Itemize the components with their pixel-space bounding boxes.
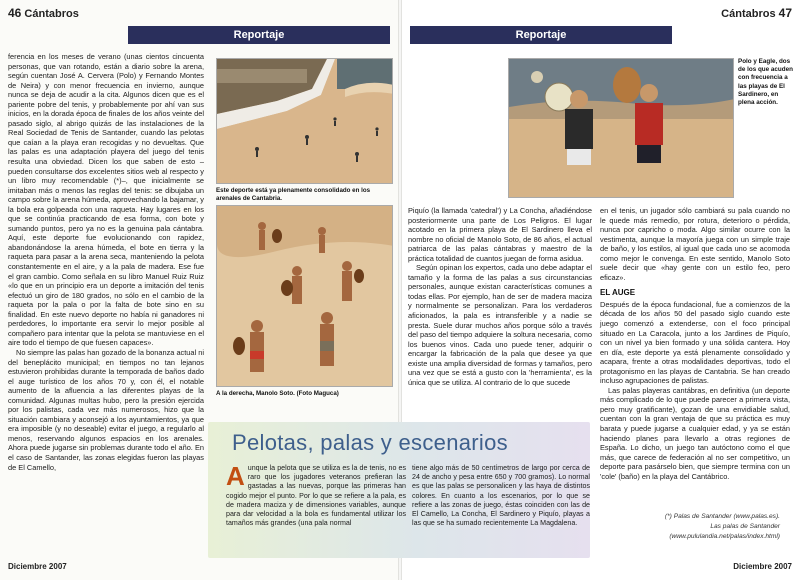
right-column-text	[600, 206, 790, 481]
left-section-bar: Reportaje	[128, 26, 390, 44]
right-photo-caption: Polo y Eagle, dos de los que acuden con frecuencia a las playas de El Sardinero, en plena acción.	[738, 58, 793, 107]
sidebar-col1-text: unque la pelota que se utiliza es la de tenis, no es raro que los jugadores veteranos prefieran las gastadas a las nuevas, porque las primeras han cogido mejor el punto. Por lo que se refiere a la pala, es de madera maciza y de dimensiones variables, aunque para dar velocidad a la bola es fundamental utilizar los tamaños más grandes (una pala normal	[226, 464, 406, 528]
left-page-number: 46	[8, 6, 22, 20]
right-footer-date: Diciembre	[733, 562, 772, 571]
right-footer	[733, 562, 792, 571]
players-on-sand-image	[217, 206, 393, 387]
credit-line-2: Las palas de Santander	[710, 523, 780, 530]
right-section-bar: Reportaje	[410, 26, 672, 44]
credits-block	[665, 512, 780, 542]
right-col-para-3: Las palas playeras cantábras, en definitiva (un deporte más complicado de lo que puede parecer a primera vista, pero muy gratificante), gozan de una envidiable salud, cuentan con la gran ventaja de que su práctica es muy barata y puede jugarse a cualquier edad, y ya se están haciendo planes para llevarlo a otras regiones de España. Lo dicho, un juego tan autóctono como el que más, que carece de federación al no ser competitivo, un deporte para pasárselo bien, que siempre termina con un 'cole' (baño) en la playa del Cantábrico.	[600, 385, 790, 481]
photo2-caption: A la derecha, Manolo Soto. (Foto Maguca)	[216, 390, 339, 397]
credit-line-3: (www.pululandia.net/palas/index.html)	[669, 533, 780, 540]
right-col-para-2: Después de la época fundacional, fue a comienzos de la década de los años 50 del pasado siglo cuando este juego comenzó a extenderse, con el foco principal situado en La Caracola, junto a los Jardines de Piquío, con un nivel ya bien formado y una sólida cantera. Hoy en día, este deporte ya está plenamente consolidado y acapara, frente a otras modalidades deportivas, todo el protagonismo en las playas de Cantabria. Se han creado incluso agrupaciones de palistas.	[600, 299, 790, 386]
center-col-para-1: Piquío (la llamada 'catedral') y La Concha, añadiéndose posteriormente una parte de Los Peligros. El lugar acotado en la primera playa de El Sardinero lleva el nombre no oficial de Manolo Soto, de 86 años, el actual patriarca de las palas cántabras y maestro de la práctica totalidad de cuantos juegan de forma asidua.	[408, 206, 592, 263]
section-heading-el-auge: EL AUGE	[600, 288, 636, 298]
left-footer-year: 2007	[48, 562, 67, 571]
beach-promenade-photo	[216, 58, 393, 184]
polo-eagle-photo	[508, 58, 734, 198]
left-column-1	[8, 52, 204, 472]
polo-eagle-image	[509, 59, 734, 198]
right-page-number: 47	[778, 6, 792, 20]
players-on-sand-photo	[216, 205, 393, 387]
sidebar-column-2: tiene algo más de 50 centímetros de largo por cerca de 24 de ancho y pesa entre 650 y 700 gramos). Lo normal es que las palas se personalicen y las haya de distintos colores. En cuanto a los escenarios, por lo que se refiere a las zonas de juego, éstas coinciden con las de El Camello, La Concha, El Sardinero y Piquío, playas a las que se ha sumado recientemente La Magdalena.	[412, 464, 590, 528]
left-footer	[8, 562, 67, 571]
center-col-para-2: Según opinan los expertos, cada uno debe adaptar el tamaño y la forma de las palas a sus circunstancias personales, aunque existan características comunes a todas ellas. Por ejemplo, han de ser de madera maciza y normalmente se personalizan. Para los verdaderos aficionados, la pala es intransferible y a nadie se presta. Suele durar muchos años porque sólo a través del paso del tiempo adquiere la soltura necesaria, como los buenos vinos. Cada uno puede tener, adquirir o encargar la fabricación de la pala que desee ya que existe una amplia diversidad de formas y tamaños, pero una vez que se está a gusto con la 'herramienta', es la única que se utiliza. Al contrario de lo que sucede	[408, 263, 592, 387]
sidebar-title: Pelotas, palas y escenarios	[232, 430, 508, 455]
credit-line-1: (*) Palas de Santander (www.palas.es).	[664, 513, 780, 520]
left-section-name: Cántabros	[24, 8, 79, 20]
left-footer-date: Diciembre	[8, 562, 47, 571]
right-footer-year: 2007	[774, 562, 792, 571]
right-folio	[721, 6, 792, 20]
beach-promenade-image	[217, 59, 393, 184]
sidebar-column-1	[226, 461, 406, 528]
right-col-para-1: en el tenis, un jugador sólo cambiará su pala cuando no le quede más remedio, por rotura, deterioro o pérdida, nunca por capricho o moda. Algo similar ocurre con la vestimenta, aunque la mayoría juega con un simple traje de baño, y los estilos, al igual que cada uno se acomoda como mejor le convenga. En este sentido, Manolo Soto suele decir que «hay gente con un estilo feo, pero eficaz».	[600, 206, 790, 282]
right-section-name: Cántabros	[721, 8, 776, 20]
left-col1-para-1: ferencia en los meses de verano (unas cientos cincuenta personas, que van rotando, están a diario sobre la arena, según cuentan José A. Cervera (Polo) y Fernando Montes de Neira) y con menor frecuencia en invierno, aunque nunca se deja de acudir a la cita. Algunos dicen que es el pariente pobre del tenis, y probablemente por ahí van sus inicios, en la dorada época de finales de los años veinte del pasado siglo, al abrigo quizás de las instalaciones de la Real Sociedad de Tenis de Santander, cuando las pelotas que caían a la playa eran recogidas y no devueltas. Que las palas es una adaptación playera del juego del tenis resulta una obviedad. Dicen los que saben de esto –pueden consultarse dos excelentes sitios web al respecto y un libro muy recomendable (*)–, que inicialmente se imitaban más o menos las reglas del tenis: se dibujaba un campo sobre la arena húmeda, aprovechando la bajamar, y la bola era golpeada con una raqueta. Hay lugares en los que se continúa practicando de esa forma, con bote y sumando puntos, pero ya no es la genuina pala cántabra. Aquí, este deporte fue evolucionando con rapidez, abandonándose la arena húmeda, el bote en tierra y la raqueta para pasar a la arena seca, manteniendo la pelota constantemente en el aire, y a la pala de madera. Ese fue el gran cambio. Como señala en su libro Manuel Ruiz Ruiz «lo que en un principio era un deporte a imitación del tenis efectuó un giro de 180 grados, no sólo en el cambio de la raqueta por la pala o por la falta de bote sino en su finalidad. En este nuevo deporte no había ni ganadores ni perdedores, lo importante era servir lo mejor posible al compañero para intentar que la pelota se mantuviese en el aire todo el tiempo de que fuesen capaces».	[8, 52, 204, 348]
sidebar-dropcap: A	[226, 461, 245, 491]
left-col1-para-2: No siempre las palas han gozado de la bonanza actual ni del beneplácito municipal; en tiempos no tan lejanos estuvieron prohibidas durante la temporada de baños dado el auge turístico de los años 70 y, con él, el notable aumento de la afluencia a las diferentes playas de la comunidad. Algunas multas hubo, pero la presión ejercida por los palistas, cada vez más numerosos, hizo que la situación cambiara y aconsejó a los ayuntamientos, ya que era imposible (y no deseable) evitar el juego, a regularlo al menos, reservando algunos espacios en los arenales. Ahora puede jugarse sin problemas durante todo el año. En el caso de Santander, las zonas elegidas fueron las playas de El Camello,	[8, 347, 204, 472]
photo1-caption: Este deporte está ya plenamente consolidado en los arenales de Cantabria.	[216, 187, 371, 202]
left-folio	[8, 6, 79, 20]
